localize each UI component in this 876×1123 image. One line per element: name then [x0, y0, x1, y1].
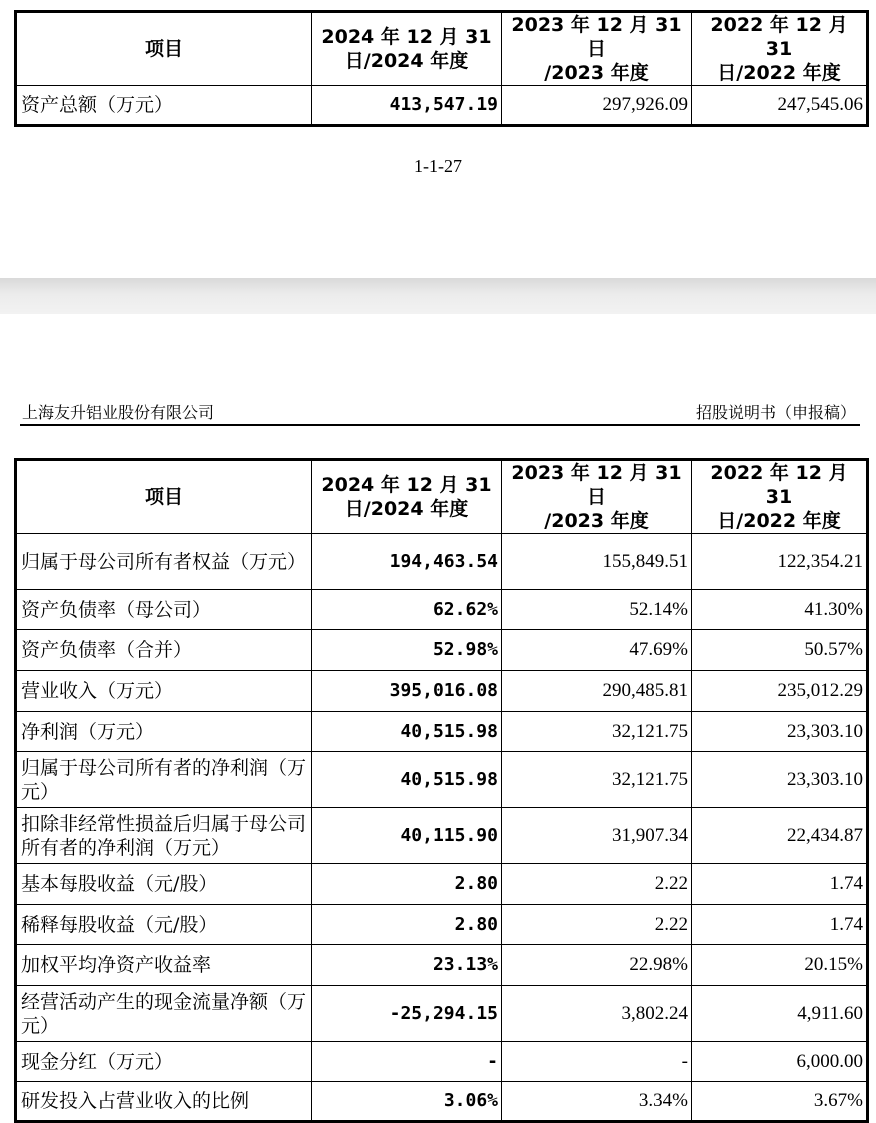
row-label: 扣除非经常性损益后归属于母公司所有者的净利润（万元） — [16, 808, 312, 864]
table-row — [16, 630, 868, 671]
value-2022: 6,000.00 — [692, 1042, 868, 1082]
value-2022: 1.74 — [692, 864, 868, 905]
table-row — [16, 534, 868, 590]
page-number: 1-1-27 — [414, 156, 462, 176]
row-label: 经营活动产生的现金流量净额（万元） — [16, 986, 312, 1042]
value-2024: -25,294.15 — [312, 986, 502, 1042]
row-label: 研发投入占营业收入的比例 — [16, 1082, 312, 1122]
row-label: 稀释每股收益（元/股） — [16, 905, 312, 945]
value-2022: 235,012.29 — [692, 671, 868, 712]
header-2022-line2: 日/2022 年度 — [717, 62, 841, 84]
value-2024: 23.13% — [312, 945, 502, 986]
header-2023-line2: /2023 年度 — [544, 62, 649, 84]
value-2023: 31,907.34 — [502, 808, 692, 864]
value-2023: 297,926.09 — [502, 86, 692, 126]
header-2023-line1: 2023 年 12 月 31 日 — [511, 14, 682, 60]
row-label: 加权平均净资产收益率 — [16, 945, 312, 986]
value-2023: 32,121.75 — [502, 712, 692, 752]
row-label: 基本每股收益（元/股） — [16, 864, 312, 905]
header-2022-line1: 2022 年 12 月 31 — [710, 14, 848, 60]
header-2024-line2: 日/2024 年度 — [344, 498, 469, 520]
value-2024: 2.80 — [312, 864, 502, 905]
table-row — [16, 1082, 868, 1122]
row-label: 资产负债率（合并） — [16, 630, 312, 671]
value-2022: 41.30% — [692, 590, 868, 630]
value-2022: 23,303.10 — [692, 712, 868, 752]
table-row — [16, 712, 868, 752]
table-row — [16, 864, 868, 905]
value-2023: 47.69% — [502, 630, 692, 671]
financial-table — [14, 458, 869, 1123]
header-2024 — [312, 460, 502, 534]
value-2022: 22,434.87 — [692, 808, 868, 864]
company-name: 上海友升铝业股份有限公司 — [22, 403, 215, 422]
table-row — [16, 752, 868, 808]
table-row — [16, 808, 868, 864]
table-row — [16, 671, 868, 712]
value-2023: - — [502, 1042, 692, 1082]
header-2022 — [692, 460, 868, 534]
row-label: 资产负债率（母公司） — [16, 590, 312, 630]
value-2024: 62.62% — [312, 590, 502, 630]
value-2022: 4,911.60 — [692, 986, 868, 1042]
table-row — [16, 986, 868, 1042]
value-2022: 23,303.10 — [692, 752, 868, 808]
value-2024: 3.06% — [312, 1082, 502, 1122]
header-2023-line2: /2023 年度 — [544, 510, 649, 532]
header-2024 — [312, 12, 502, 86]
value-2022: 122,354.21 — [692, 534, 868, 590]
header-2023-line1: 2023 年 12 月 31 日 — [511, 462, 682, 508]
value-2023: 290,485.81 — [502, 671, 692, 712]
value-2023: 3,802.24 — [502, 986, 692, 1042]
row-label: 净利润（万元） — [16, 712, 312, 752]
table-row — [16, 590, 868, 630]
row-label: 归属于母公司所有者权益（万元） — [16, 534, 312, 590]
value-2023: 3.34% — [502, 1082, 692, 1122]
header-2024-line1: 2024 年 12 月 31 — [321, 26, 492, 48]
value-2023: 2.22 — [502, 905, 692, 945]
header-item: 项目 — [16, 12, 312, 86]
value-2022: 3.67% — [692, 1082, 868, 1122]
value-2023: 22.98% — [502, 945, 692, 986]
value-2024: 395,016.08 — [312, 671, 502, 712]
page-upper — [0, 0, 876, 278]
table-row — [16, 86, 868, 126]
value-2024: 2.80 — [312, 905, 502, 945]
value-2022: 20.15% — [692, 945, 868, 986]
header-2024-line2: 日/2024 年度 — [344, 50, 469, 72]
row-label: 归属于母公司所有者的净利润（万元） — [16, 752, 312, 808]
table-header-row — [16, 12, 868, 86]
value-2022: 247,545.06 — [692, 86, 868, 126]
page-separator — [0, 278, 876, 314]
financial-table-continued — [14, 10, 869, 127]
value-2022: 50.57% — [692, 630, 868, 671]
header-item: 项目 — [16, 460, 312, 534]
value-2023: 155,849.51 — [502, 534, 692, 590]
row-label: 现金分红（万元） — [16, 1042, 312, 1082]
header-rule — [20, 424, 860, 426]
row-label: 资产总额（万元） — [16, 86, 312, 126]
value-2023: 52.14% — [502, 590, 692, 630]
value-2024: 40,115.90 — [312, 808, 502, 864]
header-2022-line1: 2022 年 12 月 31 — [710, 462, 848, 508]
value-2024: - — [312, 1042, 502, 1082]
value-2024: 40,515.98 — [312, 712, 502, 752]
document-title: 招股说明书（申报稿） — [695, 403, 856, 422]
header-2024-line1: 2024 年 12 月 31 — [321, 474, 492, 496]
value-2023: 2.22 — [502, 864, 692, 905]
value-2023: 32,121.75 — [502, 752, 692, 808]
value-2024: 52.98% — [312, 630, 502, 671]
row-label: 营业收入（万元） — [16, 671, 312, 712]
header-2022-line2: 日/2022 年度 — [717, 510, 841, 532]
table-row — [16, 905, 868, 945]
page-lower — [0, 314, 876, 1118]
table-row — [16, 1042, 868, 1082]
value-2024: 40,515.98 — [312, 752, 502, 808]
table-row — [16, 945, 868, 986]
value-2022: 1.74 — [692, 905, 868, 945]
table-header-row — [16, 460, 868, 534]
value-2024: 194,463.54 — [312, 534, 502, 590]
header-2023 — [502, 12, 692, 86]
value-2024: 413,547.19 — [312, 86, 502, 126]
header-2022 — [692, 12, 868, 86]
header-2023 — [502, 460, 692, 534]
